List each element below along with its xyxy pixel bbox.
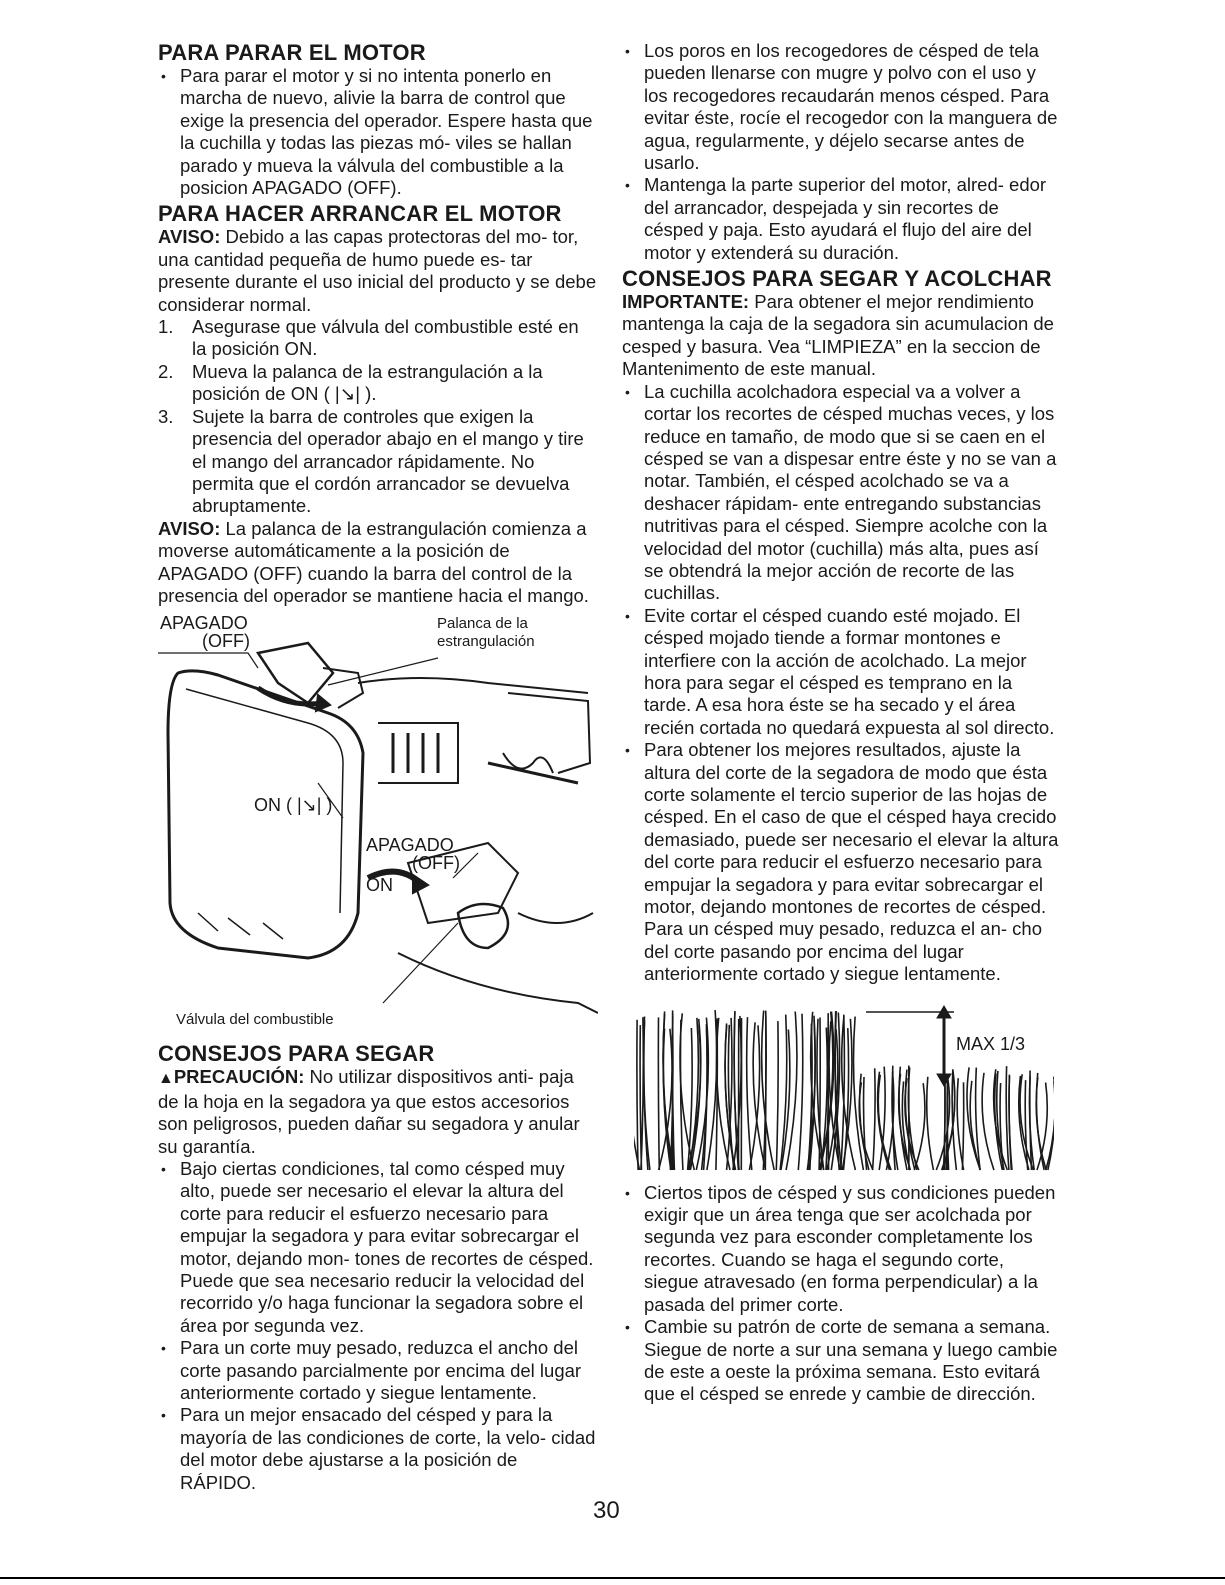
- label-max-third: MAX 1/3: [956, 1033, 1026, 1054]
- grass-blade: [637, 1019, 638, 1169]
- grass-illustration: [634, 1004, 1054, 1172]
- mowing-tips-title: CONSEJOS PARA SEGAR: [158, 1041, 435, 1067]
- page-number: 30: [593, 1497, 620, 1524]
- grass-blade: [819, 1017, 820, 1170]
- aviso-text: Debido a las capas protectoras del mo- tor, una cantidad pequeña de humo puede es- tar presente durante el uso inicial del producto y se debe considerar normal.: [158, 226, 597, 315]
- caution-label: [158, 1066, 304, 1087]
- step-2: [158, 361, 598, 406]
- step-number: 1.: [158, 316, 174, 338]
- label-choke-lever-2: estrangulación: [437, 633, 535, 651]
- bag-pores-bullet: • Los poros en los recogedores de césped de tela pueden llenarse con mugre y polvo con el uso y los recogedores recaudarán menos césped. Para evitar éste, rocíe el recogedor con la manguera de agua, regularmente, y déjelo secarse antes de usarlo.: [622, 40, 1062, 174]
- grass-blade: [747, 1017, 752, 1170]
- engine-clean-bullet: • Mantenga la parte superior del motor, alred- edor del arrancador, despejada y sin recortes de césped y paja. Esto ayudará el flujo del aire del motor y extenderá su duración.: [622, 174, 1062, 264]
- aviso-label: AVISO:: [158, 226, 221, 248]
- grass-blade: [982, 1072, 994, 1169]
- engine-illustration: [158, 613, 598, 1039]
- grass-blade: [944, 1074, 945, 1170]
- important-note: [622, 291, 1062, 381]
- second-cut-bullet: • Ciertos tipos de césped y sus condiciones pueden exigir que un área tenga que ser acolchada por segunda vez para esconder completamente los recortes. Cuando se haga el segundo corte, siegue atravesado (en forma perpendicular) a la pasada del primer corte.: [622, 1182, 1062, 1316]
- grass-blade: [914, 1083, 925, 1170]
- step-text: Sujete la barra de controles que exigen la presencia del operador abajo en el mango y tire el mango del arrancador rápidamente. No permita que el cordón arrancador se devuelva abruptamente.: [192, 405, 584, 517]
- heading-stop-engine: PARA PARAR EL MOTOR: [158, 40, 426, 65]
- grass-blade: [658, 1017, 659, 1170]
- heading-mulch-tips: CONSEJOS PARA SEGAR Y ACOLCHAR: [622, 266, 1052, 292]
- grass-blade: [927, 1076, 934, 1169]
- label-on-choke: ON ( |↘| ): [254, 795, 333, 816]
- step-number: 2.: [158, 360, 174, 382]
- caution-note: [158, 1066, 598, 1158]
- mowing-tip-2: • Para un corte muy pesado, reduzca el ancho del corte pasando parcialmente por encima del lugar anteriormente cortado y siegue lentamente.: [158, 1337, 598, 1404]
- grass-blade: [892, 1071, 898, 1170]
- step-text: Asegurase que válvula del combustible esté en la posición ON.: [192, 316, 579, 360]
- grass-blade: [762, 1010, 775, 1169]
- grass-blade: [776, 1021, 778, 1170]
- mulch-tip-3: • Para obtener los mejores resultados, ajuste la altura del corte de la segadora de modo que ésta corte solamente el tercio superior de las hojas de césped. En el caso de que el césped haya crecido demasiado, puede ser necesario el elevar la altura del corte para reducir el esfuerzo necesario para empujar la segadora y para evitar sobrecargar el motor, dejando montones de recortes de césped. Para un césped muy pesado, reduzca el an- cho del corte pasando por encima del lugar anteriormente cortado y siegue lentamente.: [622, 739, 1062, 985]
- label-apagado-top: APAGADO: [160, 613, 248, 634]
- grass-blade: [765, 1015, 766, 1170]
- step-3: [158, 406, 598, 518]
- label-off-mid: (OFF): [412, 853, 460, 874]
- step-text: Mueva la palanca de la estrangulación a la posición de ON ( |↘| ).: [192, 360, 543, 405]
- grass-blade: [873, 1068, 876, 1170]
- grass-blade: [798, 1013, 802, 1169]
- grass-blade: [780, 1014, 787, 1169]
- grass-figure: [634, 1004, 1054, 1172]
- label-choke-lever: Palanca de la: [437, 615, 528, 633]
- bottom-rule: [0, 1577, 1225, 1579]
- label-fuel-valve: Válvula del combustible: [176, 1011, 334, 1029]
- left-column: [158, 40, 598, 1494]
- grass-blade: [1009, 1076, 1012, 1170]
- aviso-label: AVISO:: [158, 517, 221, 539]
- grass-blade: [786, 1011, 797, 1170]
- label-on-mid: ON: [366, 875, 393, 896]
- important-label: IMPORTANTE:: [622, 291, 750, 313]
- important-text: Para obtener el mejor rendimiento mantenga la caja de la segadora sin acumulacion de cesped y basura. Vea “LIMPIEZA” en la seccion de Mantenimento de este manual.: [622, 291, 1054, 380]
- pattern-change-bullet: • Cambie su patrón de corte de semana a semana. Siegue de norte a sur una semana y luego cambie de este a oeste la próxima semana. Esto evitará que el césped se enrede y cambie de dirección.: [622, 1316, 1062, 1406]
- aviso-choke: [158, 518, 598, 608]
- aviso-smoke: [158, 226, 598, 316]
- grass-blade: [640, 1025, 641, 1170]
- grass-blade: [853, 1016, 863, 1169]
- caution-text: No utilizar dispositivos anti- paja de la hoja en la segadora ya que estos accesorios son peligrosos, pueden dañar su segadora y anular su garantía.: [158, 1066, 580, 1157]
- caution-label-text: PRECAUCIÓN:: [173, 1066, 305, 1088]
- grass-blade: [864, 1077, 867, 1170]
- mowing-tip-1: • Bajo ciertas condiciones, tal como césped muy alto, puede ser necesario el elevar la altura del corte para reducir el esfuerzo necesario para empujar la segadora y para evitar sobrecargar el motor, dejando mon- tones de recortes de césped. Puede que sea necesario reducir la velocidad del recorrido y/o haga funcionar la segadora sobre el área por segunda vez.: [158, 1158, 598, 1337]
- step-1: [158, 316, 598, 361]
- step-number: 3.: [158, 405, 174, 427]
- grass-blade: [962, 1082, 963, 1170]
- label-off-top: (OFF): [202, 631, 250, 652]
- grass-blade: [644, 1020, 650, 1169]
- mowing-tip-3: • Para un mejor ensacado del césped y para la mayoría de las condiciones de corte, la velo- cidad del motor debe ajustarse a la posición de RÁPIDO.: [158, 1404, 598, 1494]
- stop-engine-bullet: • Para parar el motor y si no intenta ponerlo en marcha de nuevo, alivie la barra de control que exige la presencia del operador. Espere hasta que la cuchilla y todas las piezas mó- viles se hallan parado y mueva la válvula del combustible a la posicion APAGADO (OFF).: [158, 65, 598, 199]
- grass-blade: [688, 1028, 693, 1170]
- heading-start-engine: PARA HACER ARRANCAR EL MOTOR: [158, 201, 562, 227]
- right-column: [622, 40, 1062, 1406]
- mulch-tip-1: • La cuchilla acolchadora especial va a volver a cortar los recortes de césped muchas veces, y los reduce en tamaño, de modo que si se caen en el césped se van a dispesar entre éste y no se van a notar. También, el césped acolchado se va a deshacer rápidam- ente entregando substancias nutritivas para el césped. Siempre acolche con la velocidad del motor (cuchilla) más alta, pues así se obtendrá la mejor acción de recorte de las cuchillas.: [622, 381, 1062, 605]
- engine-figure: [158, 613, 598, 1039]
- label-apagado-mid: APAGADO: [366, 835, 454, 856]
- aviso-text: La palanca de la estrangulación comienza a moverse automáticamente a la posición de APAGADO (OFF) cuando la barra del control de la presencia del operador se mantiene hacia el mango.: [158, 517, 589, 606]
- warning-triangle-icon: ▲: [158, 1070, 174, 1088]
- mulch-tip-2: • Evite cortar el césped cuando esté mojado. El césped mojado tiende a formar montones e interfiere con la acción de acolchado. La mejor hora para segar el césped es temprano en la tarde. A esa hora éste se ha secado y el área recién cortada no quedará expuesta al sol directo.: [622, 605, 1062, 739]
- heading-mowing-tips: [158, 1041, 598, 1066]
